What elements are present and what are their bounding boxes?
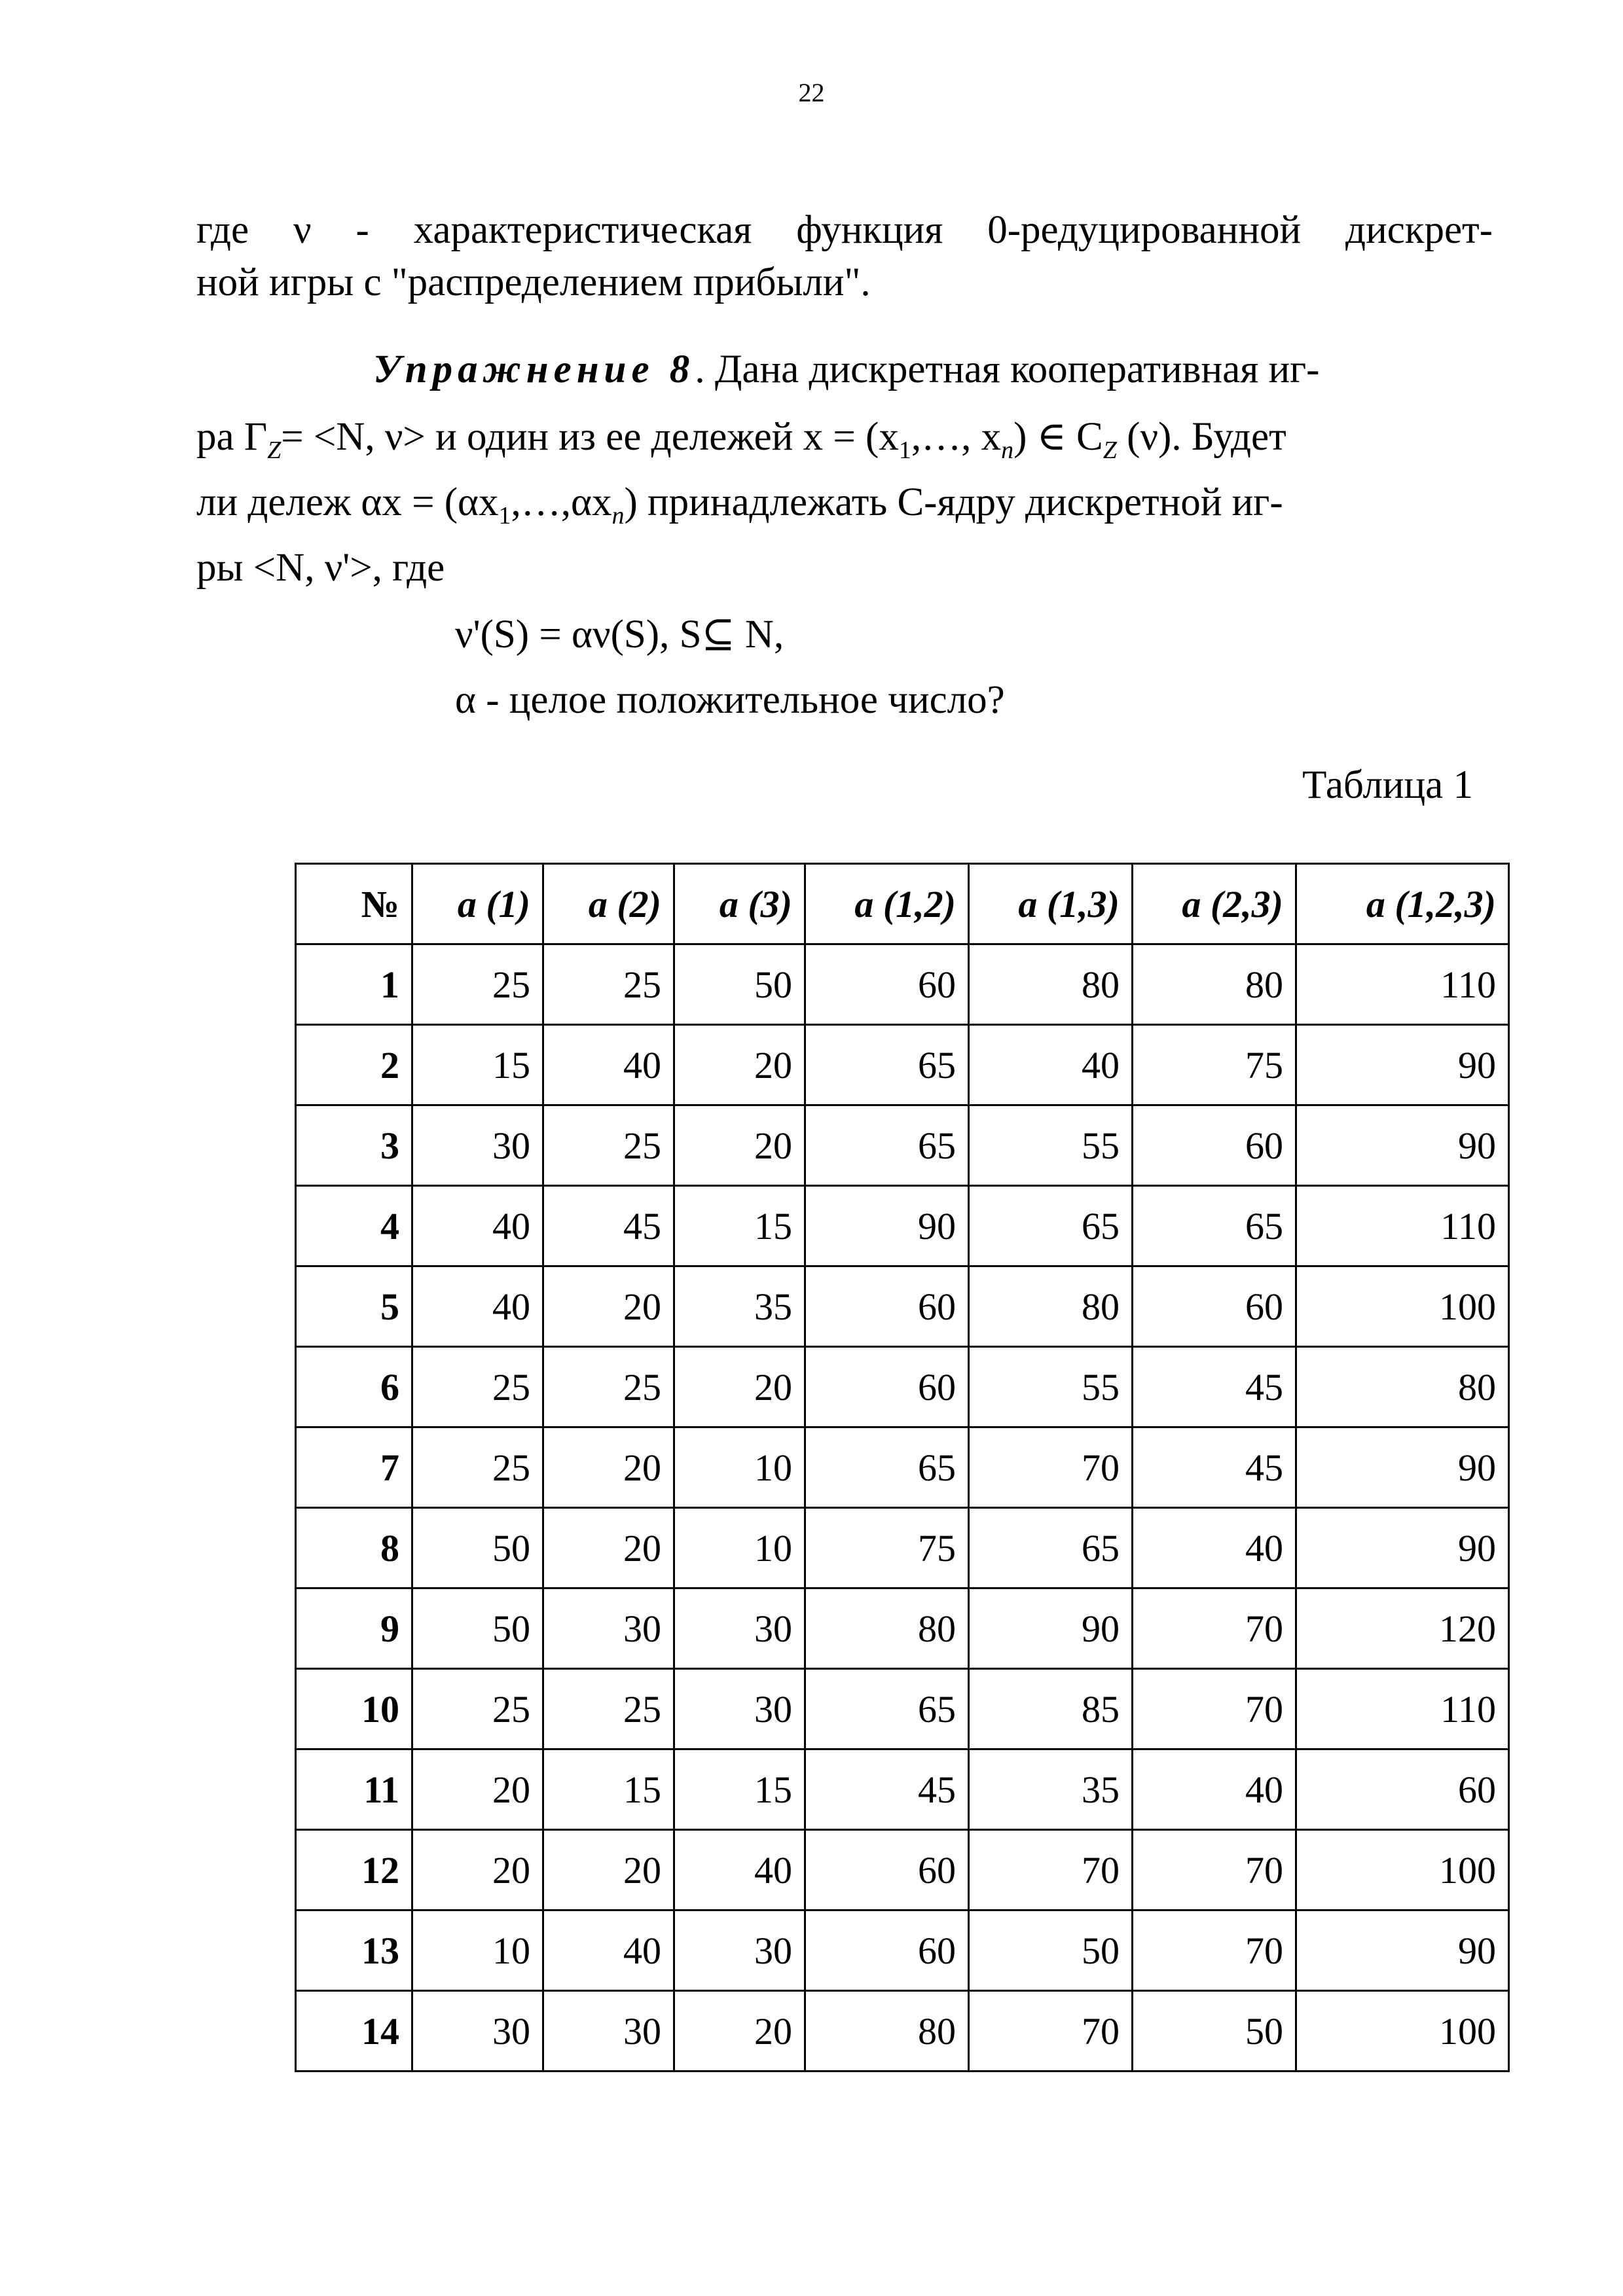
row-number-cell: 5 bbox=[296, 1266, 412, 1347]
header-a123: a (1,2,3) bbox=[1296, 864, 1509, 944]
table-cell: 60 bbox=[1133, 1105, 1296, 1186]
header-a13: a (1,3) bbox=[969, 864, 1133, 944]
table-body bbox=[296, 944, 1509, 2072]
table-row bbox=[296, 1508, 1509, 1588]
row-number-cell: 3 bbox=[296, 1105, 412, 1186]
table-cell: 70 bbox=[969, 1991, 1133, 2072]
table-cell: 110 bbox=[1296, 1669, 1509, 1749]
table-cell: 65 bbox=[969, 1508, 1133, 1588]
table-cell: 100 bbox=[1296, 1991, 1509, 2072]
table-cell: 70 bbox=[969, 1830, 1133, 1910]
table-cell: 90 bbox=[1296, 1105, 1509, 1186]
table-cell: 25 bbox=[412, 1427, 543, 1508]
exercise-line1-rest: . Дана дискретная кооперативная иг- bbox=[695, 348, 1320, 391]
table-cell: 45 bbox=[805, 1749, 969, 1830]
header-a23: a (2,3) bbox=[1133, 864, 1296, 944]
table-cell: 45 bbox=[543, 1186, 674, 1266]
table-cell: 55 bbox=[969, 1105, 1133, 1186]
row-number-cell: 1 bbox=[296, 944, 412, 1025]
row-number-cell: 13 bbox=[296, 1910, 412, 1991]
paragraph1-line1: где ν - характеристическая функция 0-редуцированной дискрет- bbox=[196, 208, 1493, 252]
header-a2: a (2) bbox=[543, 864, 674, 944]
table-cell: 65 bbox=[969, 1186, 1133, 1266]
exercise-formula2: α - целое положительное число? bbox=[455, 678, 1005, 722]
header-a1: a (1) bbox=[412, 864, 543, 944]
table-cell: 30 bbox=[674, 1588, 805, 1669]
table-cell: 30 bbox=[674, 1910, 805, 1991]
table-cell: 60 bbox=[805, 1266, 969, 1347]
table-cell: 40 bbox=[969, 1025, 1133, 1105]
header-a12: a (1,2) bbox=[805, 864, 969, 944]
table-cell: 80 bbox=[969, 944, 1133, 1025]
table-cell: 25 bbox=[543, 1105, 674, 1186]
table-cell: 60 bbox=[805, 944, 969, 1025]
table-cell: 60 bbox=[1133, 1266, 1296, 1347]
table-row bbox=[296, 1669, 1509, 1749]
table-cell: 90 bbox=[1296, 1025, 1509, 1105]
table-cell: 25 bbox=[543, 944, 674, 1025]
table-cell: 45 bbox=[1133, 1347, 1296, 1427]
table-cell: 25 bbox=[412, 944, 543, 1025]
table-cell: 40 bbox=[543, 1025, 674, 1105]
table-row bbox=[296, 1427, 1509, 1508]
table-cell: 50 bbox=[969, 1910, 1133, 1991]
table-cell: 100 bbox=[1296, 1830, 1509, 1910]
table-cell: 15 bbox=[543, 1749, 674, 1830]
table-cell: 90 bbox=[1296, 1427, 1509, 1508]
exercise-title: Упражнение 8 bbox=[373, 348, 695, 391]
table-cell: 20 bbox=[412, 1749, 543, 1830]
table-cell: 25 bbox=[412, 1669, 543, 1749]
table-cell: 40 bbox=[1133, 1749, 1296, 1830]
page-number: 22 bbox=[798, 78, 825, 107]
row-number-cell: 11 bbox=[296, 1749, 412, 1830]
table-row bbox=[296, 944, 1509, 1025]
table-cell: 65 bbox=[805, 1427, 969, 1508]
table-cell: 70 bbox=[1133, 1669, 1296, 1749]
table-cell: 80 bbox=[1133, 944, 1296, 1025]
table-cell: 20 bbox=[674, 1025, 805, 1105]
table-row bbox=[296, 1186, 1509, 1266]
table-cell: 25 bbox=[412, 1347, 543, 1427]
table-cell: 70 bbox=[1133, 1910, 1296, 1991]
table-cell: 80 bbox=[805, 1991, 969, 2072]
table-cell: 10 bbox=[674, 1508, 805, 1588]
table-cell: 30 bbox=[543, 1991, 674, 2072]
table-cell: 120 bbox=[1296, 1588, 1509, 1669]
table-cell: 70 bbox=[1133, 1588, 1296, 1669]
row-number-cell: 10 bbox=[296, 1669, 412, 1749]
table-row bbox=[296, 1749, 1509, 1830]
table-cell: 35 bbox=[969, 1749, 1133, 1830]
table-cell: 20 bbox=[543, 1266, 674, 1347]
table-cell: 20 bbox=[543, 1830, 674, 1910]
table-row bbox=[296, 1266, 1509, 1347]
row-number-cell: 8 bbox=[296, 1508, 412, 1588]
table-cell: 20 bbox=[543, 1508, 674, 1588]
table-cell: 55 bbox=[969, 1347, 1133, 1427]
table-cell: 90 bbox=[969, 1588, 1133, 1669]
table-cell: 20 bbox=[674, 1347, 805, 1427]
row-number-cell: 6 bbox=[296, 1347, 412, 1427]
table-cell: 25 bbox=[543, 1347, 674, 1427]
paragraph1-line2: ной игры с "распределением прибыли". bbox=[196, 260, 871, 304]
row-number-cell: 2 bbox=[296, 1025, 412, 1105]
table-cell: 65 bbox=[805, 1105, 969, 1186]
header-number: № bbox=[296, 864, 412, 944]
exercise-line3: ли дележ $\alpha x = (\alpha x_1,\dots,\alpha x_n)$ принадлежать C-ядру дискретной иг- bbox=[196, 480, 1283, 530]
row-number-cell: 9 bbox=[296, 1588, 412, 1669]
table-row bbox=[296, 1025, 1509, 1105]
row-number-cell: 4 bbox=[296, 1186, 412, 1266]
table-row bbox=[296, 1588, 1509, 1669]
table-cell: 50 bbox=[674, 944, 805, 1025]
table-row bbox=[296, 1347, 1509, 1427]
table-cell: 70 bbox=[1133, 1830, 1296, 1910]
exercise-line4: ры <N, ν'>, где bbox=[196, 546, 445, 590]
table-cell: 30 bbox=[412, 1991, 543, 2072]
table-cell: 65 bbox=[805, 1669, 969, 1749]
exercise-line1 bbox=[373, 344, 1493, 396]
table-cell: 20 bbox=[674, 1991, 805, 2072]
table-cell: 100 bbox=[1296, 1266, 1509, 1347]
table-row bbox=[296, 1910, 1509, 1991]
table-row bbox=[296, 1991, 1509, 2072]
table-cell: 60 bbox=[805, 1347, 969, 1427]
table-cell: 30 bbox=[674, 1669, 805, 1749]
table-cell: 60 bbox=[805, 1910, 969, 1991]
table-cell: 90 bbox=[805, 1186, 969, 1266]
table-cell: 45 bbox=[1133, 1427, 1296, 1508]
table-cell: 25 bbox=[543, 1669, 674, 1749]
table-cell: 80 bbox=[969, 1266, 1133, 1347]
table-cell: 110 bbox=[1296, 944, 1509, 1025]
table-cell: 20 bbox=[674, 1105, 805, 1186]
exercise-formula1: ν'(S) = αν(S), S⊆ N, bbox=[455, 613, 784, 656]
table-cell: 20 bbox=[412, 1830, 543, 1910]
table-cell: 50 bbox=[412, 1588, 543, 1669]
table-cell: 30 bbox=[412, 1105, 543, 1186]
table-cell: 15 bbox=[674, 1186, 805, 1266]
table-cell: 10 bbox=[412, 1910, 543, 1991]
table-cell: 65 bbox=[1133, 1186, 1296, 1266]
table-cell: 15 bbox=[674, 1749, 805, 1830]
table-cell: 15 bbox=[412, 1025, 543, 1105]
row-number-cell: 12 bbox=[296, 1830, 412, 1910]
row-number-cell: 7 bbox=[296, 1427, 412, 1508]
table-caption: Таблица 1 bbox=[1302, 763, 1473, 807]
table-cell: 60 bbox=[805, 1830, 969, 1910]
data-table bbox=[295, 863, 1510, 2072]
table-header-row bbox=[296, 864, 1509, 944]
table-row bbox=[296, 1830, 1509, 1910]
table-cell: 110 bbox=[1296, 1186, 1509, 1266]
table-cell: 35 bbox=[674, 1266, 805, 1347]
table-row bbox=[296, 1105, 1509, 1186]
table-cell: 65 bbox=[805, 1025, 969, 1105]
table-cell: 40 bbox=[412, 1186, 543, 1266]
table-cell: 30 bbox=[543, 1588, 674, 1669]
table-cell: 80 bbox=[805, 1588, 969, 1669]
table-cell: 50 bbox=[412, 1508, 543, 1588]
table-cell: 80 bbox=[1296, 1347, 1509, 1427]
table-cell: 70 bbox=[969, 1427, 1133, 1508]
table-cell: 90 bbox=[1296, 1508, 1509, 1588]
exercise-line2: ра $\Gamma_Z= <N$, ν> и один из ее дележей $x = (x_1,\dots$, $x_n$) ∈ $C_Z$ (ν). Будет bbox=[196, 415, 1286, 465]
table-cell: 90 bbox=[1296, 1910, 1509, 1991]
table-cell: 50 bbox=[1133, 1991, 1296, 2072]
table-cell: 85 bbox=[969, 1669, 1133, 1749]
table-cell: 10 bbox=[674, 1427, 805, 1508]
table-cell: 20 bbox=[543, 1427, 674, 1508]
table-cell: 75 bbox=[1133, 1025, 1296, 1105]
table-cell: 40 bbox=[412, 1266, 543, 1347]
table-cell: 40 bbox=[1133, 1508, 1296, 1588]
table-cell: 75 bbox=[805, 1508, 969, 1588]
table-cell: 40 bbox=[674, 1830, 805, 1910]
table-cell: 60 bbox=[1296, 1749, 1509, 1830]
header-a3: a (3) bbox=[674, 864, 805, 944]
row-number-cell: 14 bbox=[296, 1991, 412, 2072]
table-cell: 40 bbox=[543, 1910, 674, 1991]
